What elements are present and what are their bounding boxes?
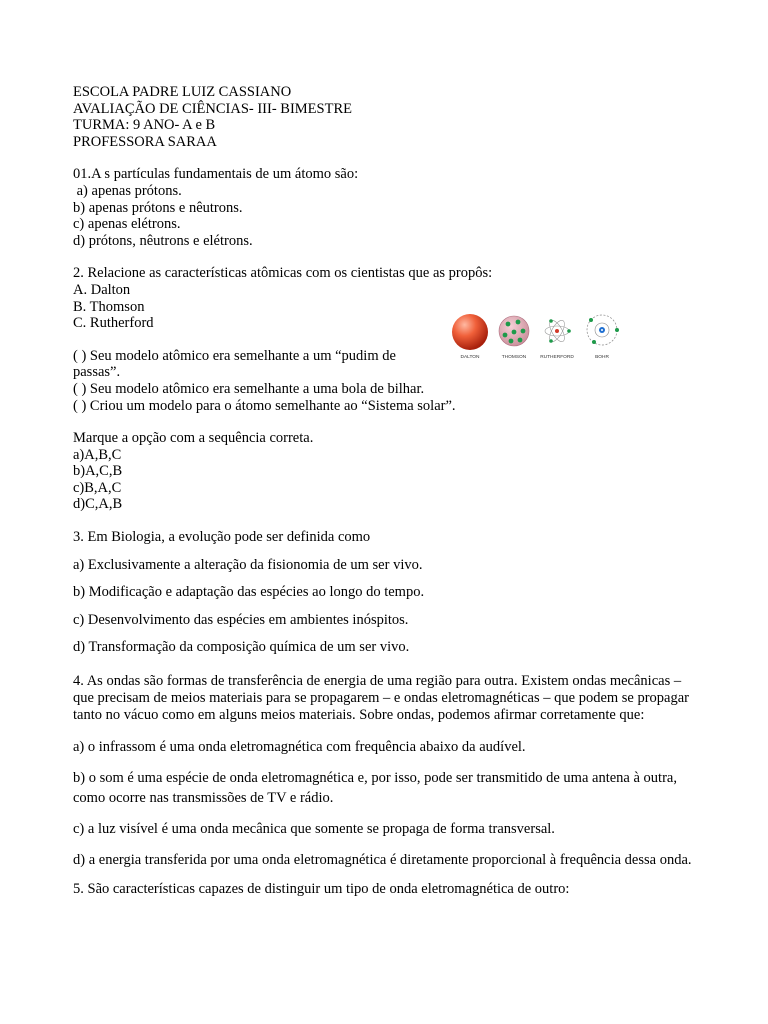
question-1-prompt: 01.A s partículas fundamentais de um átomo são: bbox=[73, 166, 359, 183]
statement-1: ( ) Seu modelo atômico era semelhante a um “pudim de bbox=[73, 347, 396, 364]
dalton-model-icon bbox=[452, 314, 488, 350]
question-1-option-d: d) prótons, nêutrons e elétrons. bbox=[73, 232, 253, 249]
question-4-prompt: 4. As ondas são formas de transferência de energia de uma região para outra. Existem ondas mecânicas – que precisam de meios materiais para se propagarem – e ondas eletromagnéticas – que podem se propagar tanto no vácuo como em alguns meios materiais. Sobre ondas, podemos afirmar corretamente que: bbox=[73, 673, 690, 723]
question-3-option-b: b) Modificação e adaptação das espécies ao longo do tempo. bbox=[73, 584, 425, 601]
scientist-c: C. Rutherford bbox=[73, 315, 154, 332]
question-2-option-b: b)A,C,B bbox=[73, 463, 123, 480]
question-4-option-b: b) o som é uma espécie de onda eletromagnética e, por isso, pode ser transmitido de uma antena à outra, como ocorre nas transmissões de TV e rádio. bbox=[73, 770, 677, 807]
scientist-b: B. Thomson bbox=[73, 298, 145, 315]
bohr-label: BOHR bbox=[595, 355, 609, 360]
statement-1-cont: passas”. bbox=[73, 364, 121, 381]
question-5-prompt: 5. São características capazes de distinguir um tipo de onda eletromagnética de outro: bbox=[73, 881, 570, 898]
dalton-label: DALTON bbox=[460, 355, 480, 360]
class-info: TURMA: 9 ANO- A e B bbox=[73, 117, 216, 134]
question-1-option-a: a) apenas prótons. bbox=[73, 182, 182, 199]
question-2-prompt: 2. Relacione as características atômicas com os cientistas que as propôs: bbox=[73, 265, 493, 282]
school-name: ESCOLA PADRE LUIZ CASSIANO bbox=[73, 84, 292, 100]
atomic-models-figure bbox=[448, 308, 628, 366]
question-5 bbox=[73, 881, 703, 898]
question-2-option-c: c)B,A,C bbox=[73, 479, 122, 496]
header bbox=[73, 84, 703, 150]
thomson-label: THOMSON bbox=[501, 355, 527, 360]
scientist-a: A. Dalton bbox=[73, 281, 131, 298]
question-3 bbox=[73, 529, 703, 656]
question-3-option-a: a) Exclusivamente a alteração da fisionomia de um ser vivo. bbox=[73, 556, 423, 573]
exam-document bbox=[73, 84, 703, 898]
teacher-name: PROFESSORA SARAA bbox=[73, 133, 217, 150]
statement-2: ( ) Seu modelo atômico era semelhante a uma bola de bilhar. bbox=[73, 380, 425, 397]
question-4 bbox=[73, 673, 703, 870]
thomson-model-icon bbox=[499, 316, 529, 346]
question-1 bbox=[73, 166, 703, 249]
rutherford-label: RUTHERFORD bbox=[540, 355, 574, 360]
exam-title: AVALIAÇÃO DE CIÊNCIAS- III- BIMESTRE bbox=[73, 100, 352, 117]
question-2 bbox=[73, 265, 703, 513]
question-3-prompt: 3. Em Biologia, a evolução pode ser definida como bbox=[73, 529, 371, 546]
question-3-option-d: d) Transformação da composição química de um ser vivo. bbox=[73, 639, 410, 656]
question-2-instruction: Marque a opção com a sequência correta. bbox=[73, 430, 314, 447]
question-3-option-c: c) Desenvolvimento das espécies em ambientes inóspitos. bbox=[73, 611, 409, 628]
question-4-option-a: a) o infrassom é uma onda eletromagnética com frequência abaixo da audível. bbox=[73, 739, 526, 756]
question-4-option-d: d) a energia transferida por uma onda eletromagnética é diretamente proporcional à frequência dessa onda. bbox=[73, 852, 692, 869]
question-1-option-b: b) apenas prótons e nêutrons. bbox=[73, 199, 243, 216]
question-2-option-a: a)A,B,C bbox=[73, 446, 122, 463]
rutherford-model-icon bbox=[545, 318, 571, 344]
statement-3: ( ) Criou um modelo para o átomo semelhante ao “Sistema solar”. bbox=[73, 397, 456, 414]
question-2-option-d: d)C,A,B bbox=[73, 496, 123, 513]
question-1-option-c: c) apenas elétrons. bbox=[73, 216, 181, 233]
bohr-model-icon bbox=[587, 315, 619, 345]
question-4-option-c: c) a luz visível é uma onda mecânica que somente se propaga de forma transversal. bbox=[73, 821, 555, 838]
